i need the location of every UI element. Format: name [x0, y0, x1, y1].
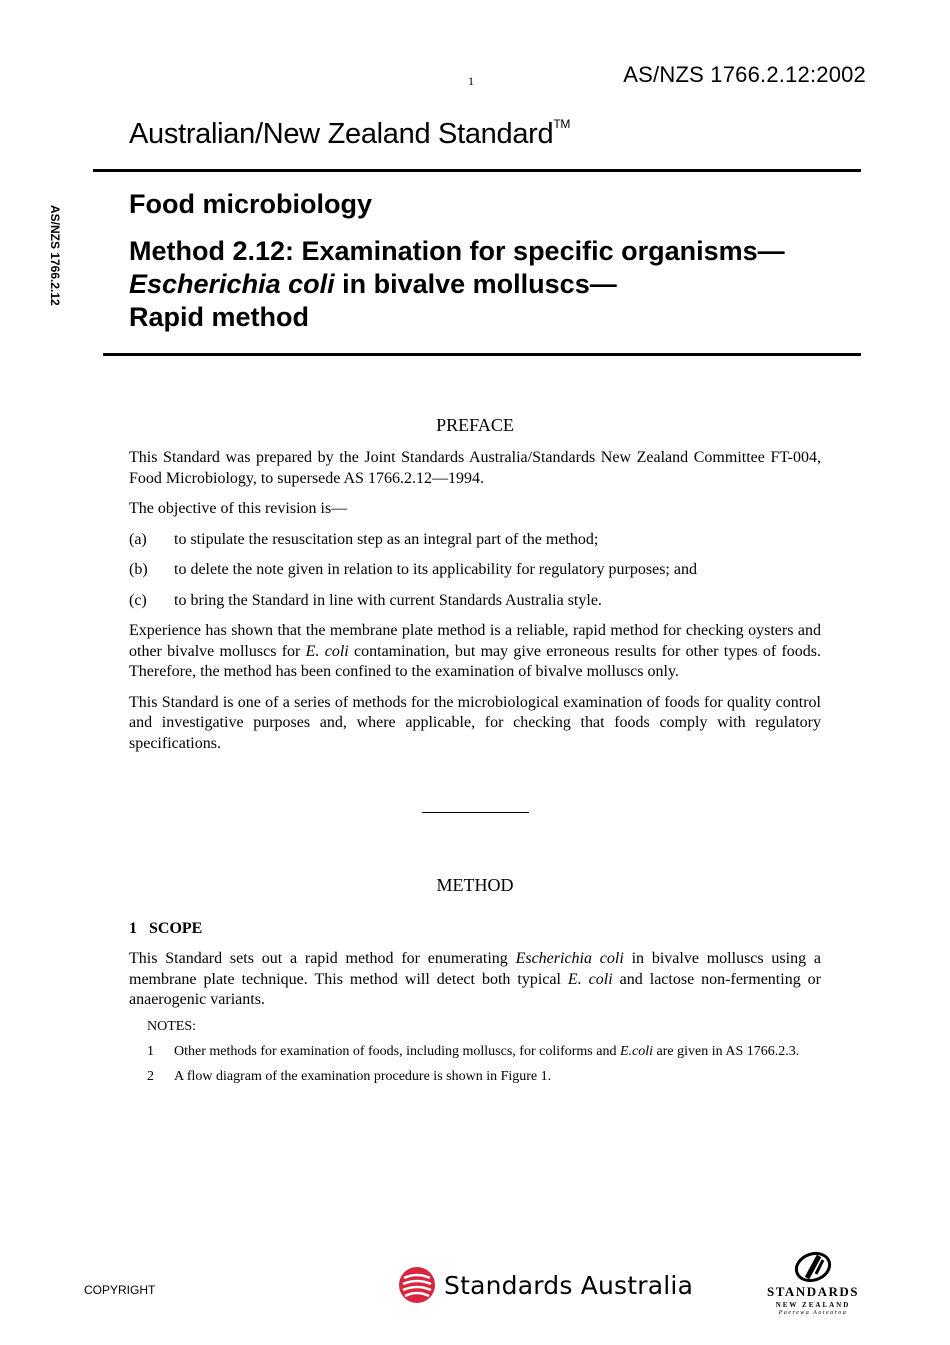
title-main: Food microbiology: [129, 189, 372, 219]
scope-body: [129, 949, 821, 1021]
note1-b: are given in AS 1766.2.3.: [653, 1044, 800, 1059]
snz-subtitle: NEW ZEALAND: [775, 1301, 851, 1309]
notes-block: [147, 1018, 821, 1093]
note-number: 1: [147, 1044, 154, 1059]
snz-maori-name: Paerewa Aotearoa: [778, 1310, 848, 1316]
method-heading: METHOD: [436, 875, 514, 895]
trademark-mark: TM: [553, 117, 571, 132]
list-item-text: to bring the Standard in line with current Standards Australia style.: [174, 591, 602, 609]
side-code-text: AS/NZS 1766.2.12: [48, 205, 62, 306]
preface-body: [129, 448, 821, 764]
title-method-line3: Rapid method: [129, 302, 309, 332]
scope-para: [129, 949, 821, 1011]
preface-para2: The objective of this revision is—: [129, 500, 348, 517]
side-document-code: [46, 205, 66, 355]
list-item-text: to stipulate the resuscitation step as an integral part of the method;: [174, 530, 599, 548]
series-title: [129, 118, 570, 151]
section-heading-scope: [129, 920, 202, 938]
preface-para3-a: Experience has shown that the membrane plate method is a reliable, rapid method for checking oysters and other bivalve molluscs for: [129, 622, 821, 660]
standards-australia-logo: [398, 1265, 738, 1305]
title-method: [129, 235, 869, 334]
copyright-label: COPYRIGHT: [84, 1283, 156, 1297]
scope-italic1: Escherichia coli: [515, 950, 624, 967]
note-number: 2: [147, 1069, 154, 1084]
header-rule-top: [93, 169, 861, 172]
preface-para4: This Standard is one of a series of methods for the microbiological examination of foods for quality control and investigative purposes and, where applicable, for checking that foods comply with regulatory specifications.: [129, 693, 821, 752]
scope-italic2: E. coli: [567, 970, 613, 988]
section-number: 1: [129, 920, 137, 937]
document-code: AS/NZS 1766.2.12:2002: [623, 62, 866, 87]
list-item: [129, 560, 821, 581]
preface-para1: This Standard was prepared by the Joint Standards Australia/Standards New Zealand Committee FT-004, Food Microbiology, to supersede AS 1766.2.12—1994.: [129, 449, 821, 487]
page-number: 1: [468, 74, 474, 88]
preface-para3: [129, 621, 821, 683]
list-item-label: (c): [129, 591, 147, 609]
standards-australia-emblem-icon: [398, 1266, 436, 1304]
list-item-text: to delete the note given in relation to its applicability for regulatory purposes; and: [174, 561, 697, 578]
title-method-line1: Method 2.12: Examination for specific organisms—: [129, 236, 785, 266]
note1-italic: E.coli: [619, 1044, 654, 1059]
standards-new-zealand-emblem-icon: [793, 1250, 833, 1284]
section-title: SCOPE: [149, 920, 203, 937]
notes-heading: NOTES:: [147, 1019, 196, 1034]
title-block: [129, 187, 869, 334]
preface-heading: PREFACE: [436, 415, 514, 435]
scope-c: and lactose non-fermenting or anaerogenic variants.: [129, 970, 822, 1008]
note-text: [174, 1043, 821, 1061]
snz-wordmark: STANDARDS: [767, 1284, 859, 1299]
list-item-label: (a): [129, 530, 147, 548]
list-item: [129, 591, 821, 612]
standards-australia-wordmark: Standards Australia: [444, 1270, 694, 1300]
scope-b: in bivalve molluscs using a membrane plate technique. This method will detect both typical: [129, 950, 822, 988]
preface-para3-b: contamination, but may give erroneous results for other types of foods. Therefore, the method has been confined to the examination of bivalve molluscs only.: [129, 642, 822, 680]
scope-a: This Standard sets out a rapid method for enumerating: [129, 950, 516, 967]
title-method-line2: in bivalve molluscs—: [334, 269, 617, 299]
preface-para3-italic: E. coli: [305, 642, 349, 660]
list-item: [129, 530, 821, 551]
list-item-label: (b): [129, 561, 148, 578]
series-title-text: Australian/New Zealand Standard: [129, 118, 554, 150]
standards-new-zealand-logo: [752, 1248, 874, 1318]
note-text: A flow diagram of the examination procedure is shown in Figure 1.: [174, 1069, 552, 1084]
header-rule-bottom: [103, 353, 861, 356]
note1-a: Other methods for examination of foods, including molluscs, for coliforms and: [174, 1044, 620, 1059]
note-item: [147, 1068, 821, 1086]
note-item: [147, 1043, 821, 1061]
section-divider: [422, 812, 529, 813]
title-organism: Escherichia coli: [129, 269, 335, 299]
